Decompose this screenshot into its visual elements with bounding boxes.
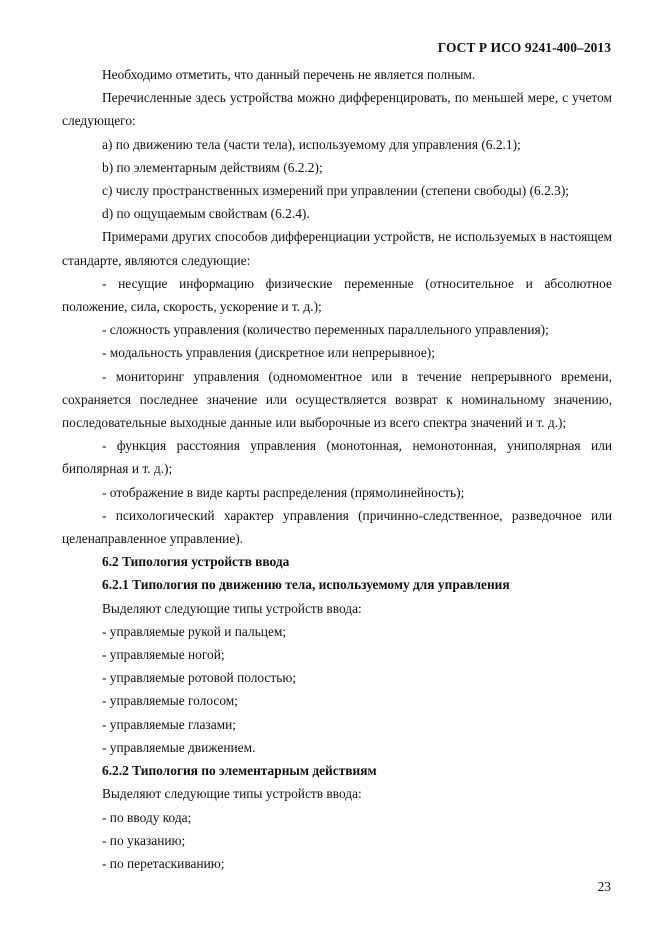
section-heading-6-2: 6.2 Типология устройств ввода xyxy=(102,554,290,570)
list-item: - модальность управления (дискретное или непрерывное); xyxy=(102,345,435,361)
paragraph: Выделяют следующие типы устройств ввода: xyxy=(102,600,362,616)
list-item: - несущие информацию физические переменные (относительное и абсолютное положение, сила, скорость, ускорение и т. д.); xyxy=(62,275,612,315)
page-body xyxy=(62,63,612,875)
list-item: b) по элементарным действиям (6.2.2); xyxy=(102,159,323,175)
list-item: - сложность управления (количество переменных параллельного управления); xyxy=(102,322,549,338)
section-heading-6-2-1: 6.2.1 Типология по движению тела, используемому для управления xyxy=(102,577,510,593)
list-item: - управляемые ротовой полостью; xyxy=(102,670,297,686)
list-item: - мониторинг управления (одномоментное или в течение непрерывного времени, сохраняется последнее значение или осуществляется возврат к номинальному значению, последовательные выходные данные или выборочные из всего спектра значений и т. д.); xyxy=(62,368,612,431)
list-item: - отображение в виде карты распределения (прямолинейность); xyxy=(102,484,465,500)
list-item: - по перетаскиванию; xyxy=(102,855,225,871)
list-item: c) числу пространственных измерений при управлении (степени свободы) (6.2.3); xyxy=(102,183,570,199)
list-item: - управляемые рукой и пальцем; xyxy=(102,623,287,639)
paragraph: Примерами других способов дифференциации устройств, не используемых в настоящем стандарте, являются следующие: xyxy=(62,229,612,268)
page-number: 23 xyxy=(597,879,611,894)
list-item: - управляемые ногой; xyxy=(102,647,225,663)
list-item: - управляемые глазами; xyxy=(102,716,237,732)
list-item: - функция расстояния управления (монотонная, немонотонная, униполярная или биполярная и т. д.); xyxy=(62,438,612,477)
list-item: - по вводу кода; xyxy=(102,809,192,825)
list-item: - психологический характер управления (причинно-следственное, разведочное или целенаправленное управление). xyxy=(62,507,612,547)
paragraph: Выделяют следующие типы устройств ввода: xyxy=(102,786,362,802)
paragraph: Перечисленные здесь устройства можно дифференцировать, по меньшей мере, с учетом следующего: xyxy=(62,90,612,129)
list-item: - управляемые голосом; xyxy=(102,693,238,709)
list-item: a) по движению тела (части тела), используемому для управления (6.2.1); xyxy=(102,136,521,152)
list-item: - управляемые движением. xyxy=(102,739,256,755)
list-item: d) по ощущаемым свойствам (6.2.4). xyxy=(102,206,310,222)
section-heading-6-2-2: 6.2.2 Типология по элементарным действиям xyxy=(102,763,377,779)
document-code-header: ГОСТ Р ИСО 9241-400–2013 xyxy=(437,40,611,55)
list-item: - по указанию; xyxy=(102,832,186,848)
paragraph: Необходимо отметить, что данный перечень не является полным. xyxy=(102,67,476,82)
